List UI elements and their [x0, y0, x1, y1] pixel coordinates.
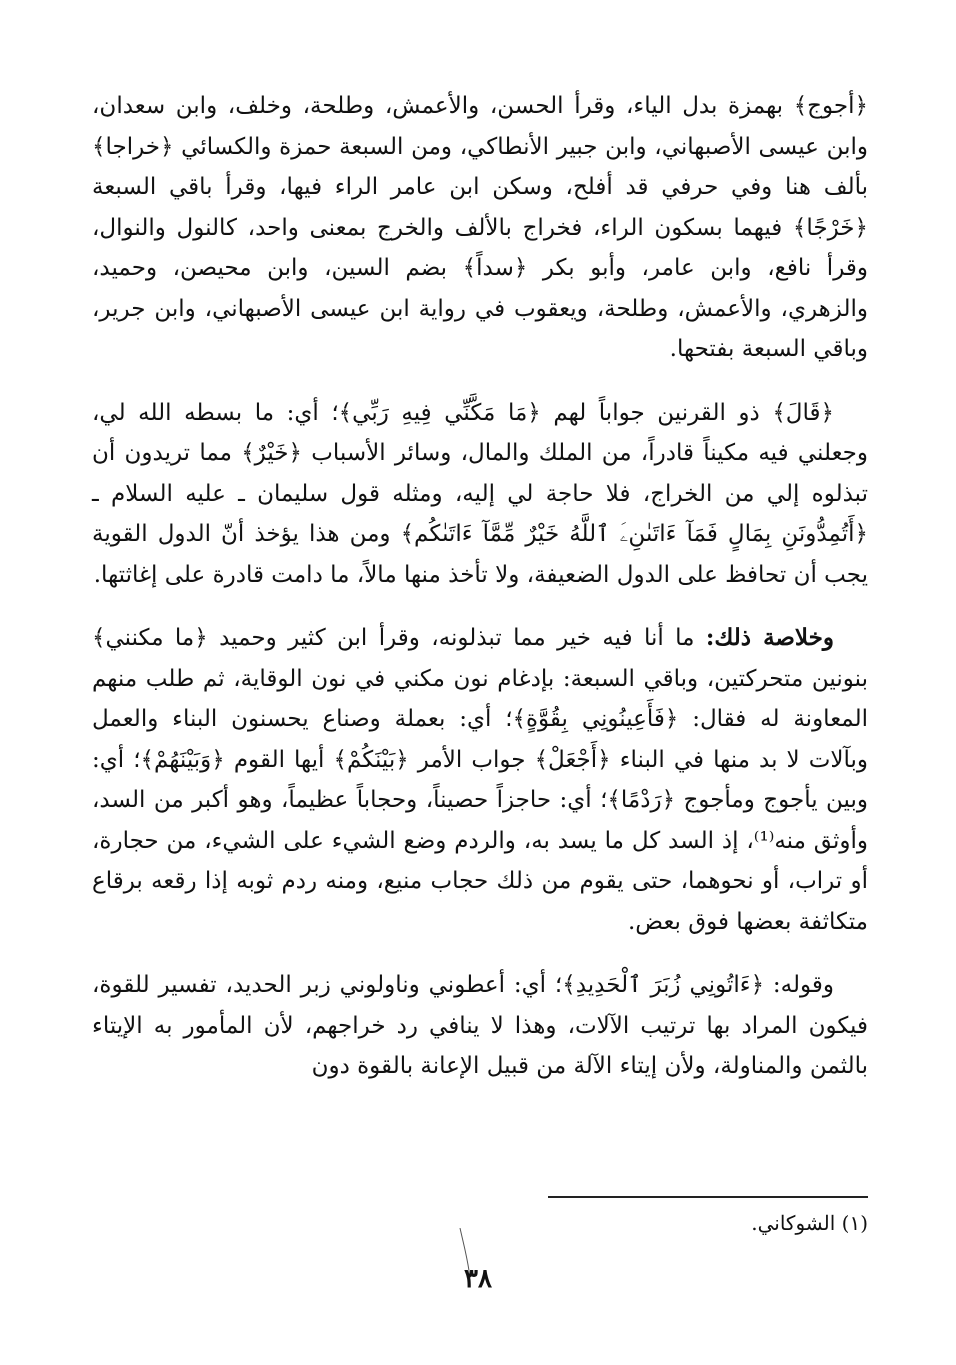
- paragraph-1: [92, 86, 868, 370]
- paragraph-3-lead: وخلاصة ذلك:: [705, 624, 834, 651]
- paragraph-4: [92, 965, 868, 1087]
- paragraph-4-text: وقوله: ﴿ءَاتُونِي زُبَرَ ٱلْحَدِيدِ﴾؛ أي: أعطوني وناولوني زبر الحديد، تفسير للقوة، فيكون المراد بها ترتيب الآلات، وهذا لا ينافي رد خراجهم، لأن المأمور به الإيتاء بالثمن والمناولة، ولأن إيتاء الآلة من قبيل الإعانة بالقوة دون: [92, 972, 868, 1079]
- paragraph-3-text: ما أنا فيه خير مما تبذلونه، وقرأ ابن كثير وحميد ﴿ما مكنني﴾ بنونين متحركتين، وباقي السبعة: بإدغام نون مكني في نون الوقاية، ثم طلب منهم المعاونة له فقال: ﴿فَأَعِينُونِي بِقُوَّةٍ﴾؛ أي: بعملة وصناع يحسنون البناء والعمل وبآلات لا بد منها في البناء ﴿أَجْعَلْ﴾ جواب الأمر ﴿بَيْنَكُمْ﴾ أيها القوم ﴿وَبَيْنَهُمْ﴾؛ أي: وبين يأجوج ومأجوج ﴿رَدْمًا﴾؛ أي: حاجزاً حصيناً، وحجاباً عظيماً، وهو أكبر من السد، وأوثق منه⁽¹⁾، إذ السد كل ما يسد به، والردم وضع الشيء على الشيء، من حجارة، أو تراب، أو نحوهما، حتى يقوم من ذلك حجاب منيع، ومنه ردم ثوبه إذا رقعه برقاع متكاثفة بعضها فوق بعض.: [92, 625, 868, 935]
- page-body: [92, 86, 868, 1110]
- paragraph-3: [92, 618, 868, 942]
- footnote: [92, 1208, 868, 1238]
- footnote-text: (١) الشوكاني.: [751, 1211, 868, 1235]
- paragraph-2: [92, 393, 868, 596]
- paragraph-1-text: ﴿أجوج﴾ بهمزة بدل الياء، وقرأ الحسن، والأعمش، وطلحة، وخلف، وابن سعدان، وابن عيسى الأصبهاني، وابن جبير الأنطاكي، ومن السبعة حمزة والكسائي ﴿خراجا﴾ بألف هنا وفي حرفي قد أفلح، وسكن ابن عامر الراء فيها، وقرأ باقي السبعة ﴿خَرْجًا﴾ فيهما بسكون الراء، فخراج بالألف والخرج بمعنى واحد، كالنول والنوال، وقرأ نافع، وابن عامر، وأبو بكر ﴿سداً﴾ بضم السين، وابن محيصن، وحميد، والزهري، والأعمش، وطلحة، ويعقوب في رواية ابن عيسى الأصبهاني، وابن جرير، وباقي السبعة بفتحها.: [92, 93, 868, 362]
- page-number: ٣٨: [464, 1264, 492, 1294]
- paragraph-2-text: ﴿قَالَ﴾ ذو القرنين جواباً لهم ﴿مَا مَكَّنِّي فِيهِ رَبِّي﴾؛ أي: ما بسطه الله لي، وجعلني فيه مكيناً قادراً، من الملك والمال، وسائر الأسباب ﴿خَيْرٌ﴾ مما تريدون أن تبذلوه إلي من الخراج، فلا حاجة لي إليه، ومثله قول سليمان ـ عليه السلام ـ ﴿أَتُمِدُّونَنِ بِمَالٍ فَمَآ ءَاتَىٰنِۦَ ٱللَّهُ خَيْرٌ مِّمَّآ ءَاتَىٰكُم﴾ ومن هذا يؤخذ أنّ الدول القوية يجب أن تحافظ على الدول الضعيفة، ولا تأخذ منها مالاً، ما دامت قادرة على إغاثتها.: [92, 399, 868, 588]
- footnote-divider: [548, 1196, 868, 1198]
